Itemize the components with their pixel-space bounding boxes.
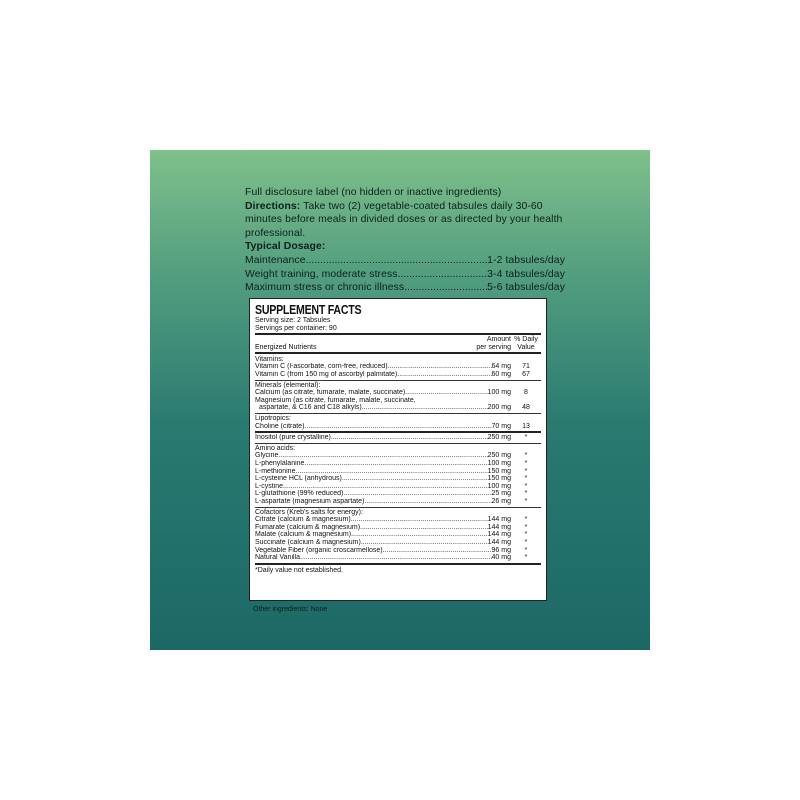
- nutrient-row: [255, 483, 541, 491]
- nutrient-name: Citrate (calcium & magnesium): [255, 516, 351, 524]
- nutrient-row: [255, 516, 541, 524]
- nutrient-amount: 200 mg: [487, 404, 511, 412]
- directions-text: [245, 200, 565, 241]
- divider: [255, 507, 541, 508]
- nutrient-row: [255, 423, 541, 431]
- nutrient-row: [255, 554, 541, 562]
- nutrient-name: Choline (citrate): [255, 422, 305, 430]
- nutrient-dv: *: [524, 482, 528, 490]
- other-ingredients: Other ingredients: None: [253, 606, 328, 613]
- section-header: Amino acids:: [255, 444, 296, 452]
- nutrient-amount: 64 mg: [491, 363, 511, 371]
- nutrient-name: Succinate (calcium & magnesium): [255, 538, 361, 546]
- nutrient-row: [255, 524, 541, 532]
- nutrient-name: Vegetable Fiber (organic croscarmellose): [255, 546, 383, 554]
- nutrient-name: Calcium (as citrate, fumarate, malate, succinate): [255, 389, 406, 397]
- nutrient-amount: 144 mg: [487, 538, 511, 546]
- dosage-row: [245, 254, 565, 268]
- nutrient-amount: 144 mg: [487, 531, 511, 539]
- nutrient-amount: 144 mg: [487, 523, 511, 531]
- directions-label: Directions:: [245, 200, 301, 212]
- col-nutrients: Energized Nutrients: [255, 343, 317, 351]
- dosage-value: 3-4 tabsules/day: [487, 268, 565, 280]
- dosage-row: [245, 268, 565, 282]
- nutrient-name: L-cysteine HCL (anhydrous): [255, 475, 342, 483]
- dosage-label: Typical Dosage:: [245, 241, 326, 253]
- divider: [255, 352, 541, 354]
- nutrient-dv: 8: [524, 389, 528, 397]
- nutrient-dv: *: [524, 523, 528, 531]
- nutrient-amount: 150 mg: [487, 475, 511, 483]
- divider: [255, 431, 541, 433]
- nutrient-row: [255, 460, 541, 468]
- nutrient-name: Inositol (pure crystalline): [255, 434, 331, 442]
- divider: [255, 443, 541, 444]
- nutrient-amount: 100 mg: [487, 482, 511, 490]
- nutrient-dv: *: [524, 490, 528, 498]
- nutrient-name: Natural Vanilla: [255, 554, 301, 562]
- nutrient-name: Vitamin C (from 150 mg of ascorbyl palmitate): [255, 371, 398, 379]
- nutrient-row: [255, 397, 541, 412]
- nutrient-amount: 26 mg: [491, 497, 511, 505]
- divider: [255, 413, 541, 414]
- nutrient-amount: 60 mg: [491, 371, 511, 379]
- servings-per-container: Servings per container: 90: [255, 324, 337, 332]
- divider: [255, 563, 541, 565]
- nutrient-dv: 48: [522, 404, 530, 412]
- section-header: Cofactors (Kreb's salts for energy):: [255, 508, 363, 516]
- nutrient-name: Malate (calcium & magnesium): [255, 531, 352, 539]
- facts-title: SUPPLEMENT FACTS: [255, 303, 362, 317]
- col-amount: [473, 336, 511, 351]
- nutrient-row: [255, 371, 541, 379]
- nutrient-dv: *: [524, 497, 528, 505]
- nutrient-dv: *: [524, 516, 528, 524]
- nutrient-dv: *: [524, 475, 528, 483]
- nutrient-row: [255, 498, 541, 506]
- nutrient-name: L-aspartate (magnesium aspartate): [255, 497, 365, 505]
- nutrient-dv: *: [524, 546, 528, 554]
- nutrient-name: Fumarate (calcium & magnesium): [255, 523, 361, 531]
- nutrient-name: L-methionine: [255, 467, 296, 475]
- nutrient-dv: *: [524, 452, 528, 460]
- divider: [255, 333, 541, 335]
- nutrient-dv: 67: [522, 371, 530, 379]
- nutrient-dv: 71: [522, 363, 530, 371]
- nutrient-name: L-glutathione (99% reduced): [255, 490, 344, 498]
- nutrient-row: [255, 531, 541, 539]
- label-panel: [150, 150, 650, 650]
- nutrient-name: Glycine: [255, 452, 279, 460]
- nutrient-dv: *: [524, 538, 528, 546]
- disclosure-text: Full disclosure label (no hidden or inactive ingredients): [245, 187, 502, 198]
- dosage-value: 5-6 tabsules/day: [487, 282, 565, 294]
- nutrient-dv: *: [524, 554, 528, 562]
- col-amount-line2: per serving: [476, 343, 511, 351]
- nutrient-name: L-cystine: [255, 482, 284, 490]
- section-header: Vitamins:: [255, 355, 284, 363]
- dosage-value: 1-2 tabsules/day: [487, 254, 565, 266]
- column-header: [255, 336, 541, 351]
- dosage-name: Maintenance: [245, 254, 306, 266]
- nutrient-row: [255, 468, 541, 476]
- dosage-row: [245, 281, 565, 295]
- nutrient-row: [255, 434, 541, 442]
- nutrient-dv: *: [524, 434, 528, 442]
- nutrient-dv: *: [524, 531, 528, 539]
- col-dv-line2: Value: [517, 343, 535, 351]
- nutrient-amount: 100 mg: [487, 389, 511, 397]
- col-daily-value: [511, 336, 541, 351]
- nutrient-row: [255, 363, 541, 371]
- supplement-facts-box: [249, 298, 547, 601]
- nutrient-amount: 250 mg: [487, 434, 511, 442]
- dosage-name: Weight training, moderate stress: [245, 268, 398, 280]
- nutrient-dv: *: [524, 460, 528, 467]
- nutrient-dv: *: [524, 467, 528, 475]
- divider: [255, 380, 541, 381]
- col-amount-line1: Amount: [486, 336, 511, 344]
- directions-body: Take two (2) vegetable-coated tabsules daily 30-60 minutes before meals in divided doses or as directed by your health professional.: [245, 200, 563, 239]
- nutrient-amount: 250 mg: [487, 452, 511, 460]
- nutrient-amount: 150 mg: [487, 467, 511, 475]
- dosage-name: Maximum stress or chronic illness: [245, 282, 405, 294]
- section-header: Minerals (elemental):: [255, 381, 321, 389]
- nutrient-name-line2: aspartate, & C16 and C18 alkyls): [259, 404, 362, 412]
- nutrient-dv: 13: [522, 422, 530, 430]
- nutrient-row: [255, 389, 541, 397]
- nutrient-name-line1: Magnesium (as citrate, fumarate, malate, succinate,: [255, 396, 416, 404]
- nutrient-name: Vitamin C (l-ascorbate, corn-free, reduced): [255, 363, 388, 371]
- nutrient-row: [255, 475, 541, 483]
- nutrient-name: L-phenylalanine: [255, 460, 305, 467]
- nutrient-row: [255, 452, 541, 460]
- nutrient-amount: 144 mg: [487, 516, 511, 524]
- nutrient-row: [255, 547, 541, 555]
- nutrient-amount: 70 mg: [491, 422, 511, 430]
- nutrient-row: [255, 539, 541, 547]
- nutrient-amount: 25 mg: [491, 490, 511, 498]
- nutrient-row: [255, 490, 541, 498]
- directions-block: [245, 186, 565, 295]
- footnote: *Daily value not established.: [255, 566, 343, 574]
- nutrient-amount: 40 mg: [491, 554, 511, 562]
- nutrient-amount: 96 mg: [491, 546, 511, 554]
- col-dv-line1: % Daily: [514, 336, 538, 344]
- serving-size: Serving size: 2 Tabsules: [255, 317, 331, 324]
- nutrient-amount: 100 mg: [487, 460, 511, 467]
- section-header: Lipotropics:: [255, 415, 291, 423]
